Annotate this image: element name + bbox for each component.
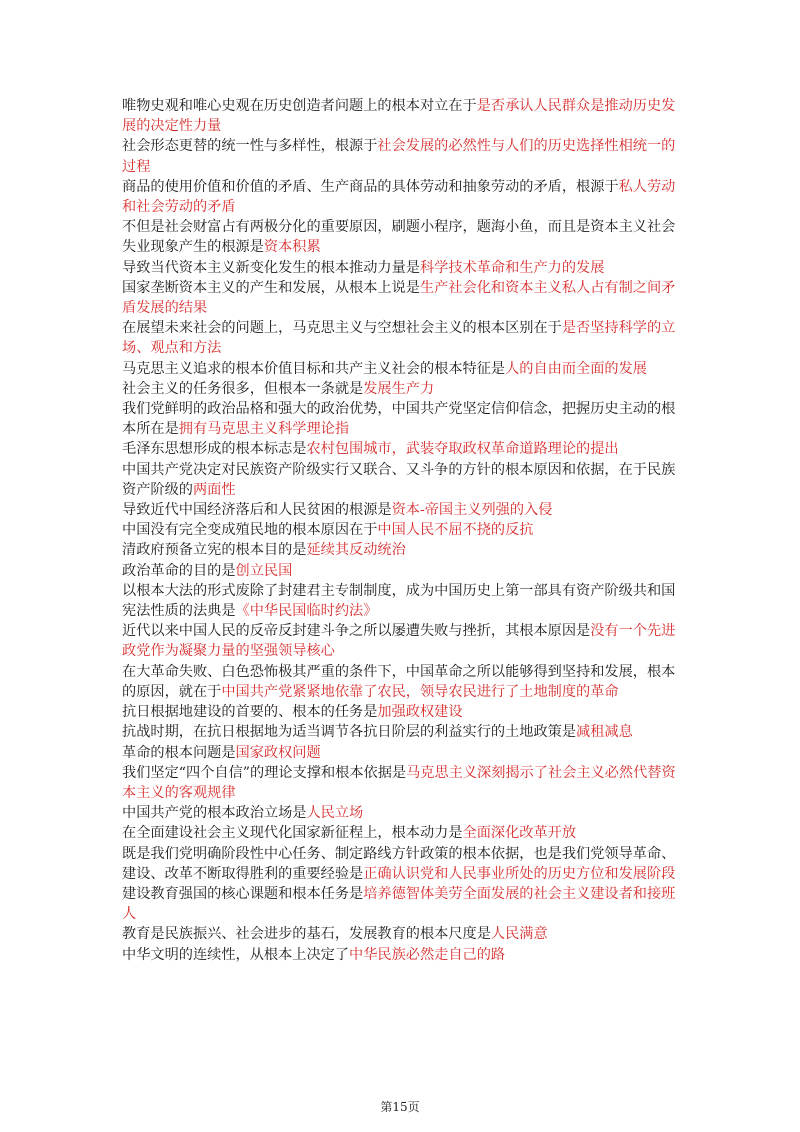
answer-text: 私人劳动和社会劳动的矛盾: [122, 178, 676, 216]
answer-text: 《中华民国临时约法》: [235, 603, 378, 620]
question-text: 在展望未来社会的问题上，马克思主义与空想社会主义的根本区别在于: [122, 320, 562, 337]
question-text: 毛泽东思想形成的根本标志是: [122, 441, 307, 458]
qa-item: [122, 359, 684, 379]
answer-text: 社会发展的必然性与人们的历史选择性相统一的过程: [122, 138, 676, 175]
answer-text: 科学技术革命和生产力的发展: [419, 259, 605, 276]
answer-text: 中国人民不屈不挠的反抗: [377, 522, 534, 539]
qa-item: [122, 217, 684, 257]
qa-item: [122, 96, 684, 136]
qa-item: [122, 924, 684, 944]
qa-item: [122, 844, 684, 884]
question-text: 商品的使用价值和价值的矛盾、生产商品的具体劳动和抽象劳动的矛盾，根源于: [122, 178, 619, 195]
answer-text: 中国共产党紧紧地依靠了农民，领导农民进行了土地制度的革命: [221, 683, 619, 700]
question-text: 教育是民族振兴、社会进步的基石，发展教育的根本尺度是: [122, 926, 491, 943]
question-text: 抗战时期，在抗日根据地为适当调节各抗日阶层的利益实行的土地政策是: [122, 724, 577, 741]
answer-text: 拥有马克思主义科学理论指: [178, 421, 350, 438]
question-text: 社会形态更替的统一性与多样性，根源于: [122, 138, 378, 155]
qa-item: [122, 621, 684, 661]
question-text: 抗日根据地建设的首要的、根本的任务是: [122, 704, 378, 721]
answer-text: 两面性: [192, 481, 236, 498]
question-text: 建设教育强国的核心课题和根本任务是: [122, 885, 364, 902]
question-text: 唯物史观和唯心史观在历史创造者问题上的根本对立在于: [122, 98, 477, 114]
question-text: 社会主义的任务很多，但根本一条就是: [122, 380, 364, 397]
qa-item: [122, 803, 684, 823]
question-text: 既是我们党明确阶段性中心任务、制定路线方针政策的根本依据，也是我们党领导革命、建设、改革不断取得胜利的重要经验是: [122, 845, 676, 882]
answer-text: 没有一个先进政党作为凝聚力量的坚强领导核心: [122, 623, 676, 660]
qa-item: [122, 561, 684, 581]
qa-item: [122, 136, 684, 176]
answer-text: 发展生产力: [363, 380, 435, 397]
qa-item: [122, 823, 684, 843]
qa-item: [122, 540, 684, 560]
qa-item: [122, 945, 684, 965]
qa-item: [122, 722, 684, 742]
question-text: 以根本大法的形式废除了封建君主专制制度，成为中国历史上第一部具有资产阶级共和国宪法性质的法典是: [122, 582, 676, 620]
answer-text: 人民立场: [306, 805, 364, 822]
qa-item: [122, 763, 684, 803]
answer-text: 人的自由而全面的发展: [505, 360, 647, 377]
answer-text: 全面深化改革开放: [462, 825, 577, 842]
question-text: 近代以来中国人民的反帝反封建斗争之所以屡遭失败与挫折，其根本原因是: [122, 623, 591, 640]
qa-item: [122, 177, 684, 217]
question-text: 不但是社会财富占有两极分化的重要原因，刷题小程序，题海小鱼，而且是资本主义社会失业现象产生的根源是: [122, 219, 676, 256]
qa-item: [122, 662, 684, 702]
answer-text: 生产社会化和资本主义私人占有制之间矛盾发展的结果: [122, 279, 676, 317]
answer-text: 加强政权建设: [377, 704, 463, 721]
qa-item: [122, 500, 684, 520]
question-text: 马克思主义追求的根本价值目标和共产主义社会的根本特征是: [122, 360, 506, 377]
qa-item: [122, 702, 684, 722]
question-text: 中国共产党决定对民族资产阶级实行又联合、又斗争的方针的根本原因和依据，在于民族资产阶级的: [122, 461, 676, 498]
question-text: 革命的根本问题是: [122, 744, 236, 761]
answer-text: 培养德智体美劳全面发展的社会主义建设者和接班人: [122, 885, 676, 923]
question-text: 中华文明的连续性，从根本上决定了: [122, 946, 350, 963]
question-text: 导致近代中国经济落后和人民贫困的根源是: [122, 502, 392, 519]
answer-text: 是否承认人民群众是推动历史发展的决定性力量: [122, 98, 676, 135]
qa-item: [122, 743, 684, 763]
question-text: 中国共产党的根本政治立场是: [122, 805, 307, 822]
answer-text: 人民满意: [490, 926, 548, 943]
qa-item: [122, 581, 684, 621]
answer-text: 中华民族必然走自己的路: [349, 946, 506, 963]
question-text: 导致当代资本主义新变化发生的根本推动力量是: [122, 259, 420, 276]
question-text: 在大革命失败、白色恐怖极其严重的条件下，中国革命之所以能够得到坚持和发展，根本的原因，就在于: [122, 663, 676, 700]
qa-item: [122, 439, 684, 459]
answer-text: 是否坚持科学的立场、观点和方法: [122, 320, 676, 357]
answer-text: 国家政权问题: [235, 744, 321, 761]
question-text: 在全面建设社会主义现代化国家新征程上，根本动力是: [122, 825, 463, 842]
question-text: 我们坚定“四个自信”的理论支撑和根本依据是: [122, 764, 407, 781]
qa-item: [122, 520, 684, 540]
question-text: 中国没有完全变成殖民地的根本原因在于: [122, 522, 378, 539]
answer-text: 资本-帝国主义列强的入侵: [391, 502, 553, 519]
qa-item: [122, 278, 684, 318]
answer-text: 资本积累: [263, 239, 321, 256]
answer-text: 延续其反动统治: [306, 542, 406, 559]
answer-text: 正确认识党和人民事业所处的历史方位和发展阶段: [363, 865, 676, 882]
qa-item: [122, 399, 684, 439]
qa-list: [122, 96, 684, 965]
page-number: 第15页: [380, 1100, 420, 1114]
question-text: 清政府预备立宪的根本目的是: [122, 542, 307, 559]
qa-item: [122, 460, 684, 500]
question-text: 政治革命的目的是: [122, 562, 236, 579]
qa-item: [122, 379, 684, 399]
answer-text: 马克思主义深刻揭示了社会主义必然代替资本主义的客观规律: [122, 764, 676, 801]
answer-text: 创立民国: [235, 562, 293, 579]
qa-item: [122, 258, 684, 278]
question-text: 我们党鲜明的政治品格和强大的政治优势，中国共产党坚定信仰信念，把握历史主动的根本所在是: [122, 401, 676, 438]
answer-text: 减租减息: [576, 724, 633, 741]
qa-item: [122, 884, 684, 924]
qa-item: [122, 318, 684, 358]
question-text: 国家垄断资本主义的产生和发展，从根本上说是: [122, 279, 420, 296]
answer-text: 农村包围城市，武装夺取政权革命道路理论的提出: [306, 441, 619, 458]
